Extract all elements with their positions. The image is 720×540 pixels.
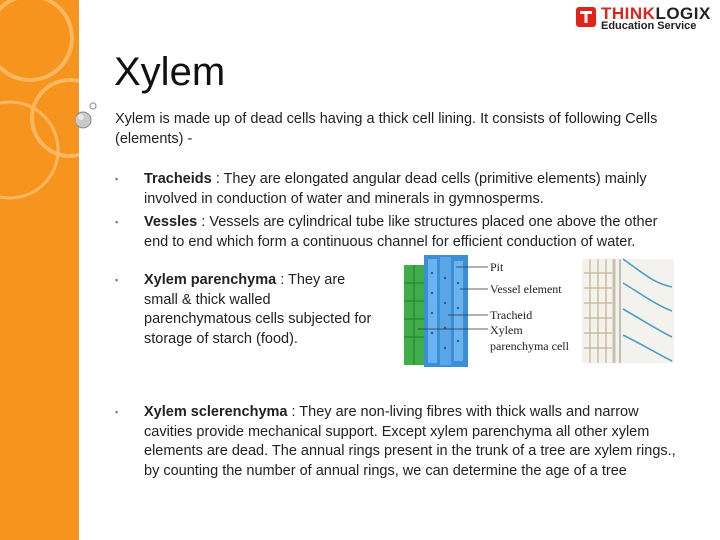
bullet-dot-icon: ▪ xyxy=(115,275,119,285)
logo-think: THINK xyxy=(601,4,656,23)
bullet-description: : They are small & thick walled parenchymatous cells subjected for storage of starch (food). xyxy=(144,272,372,347)
figure-label-vessel-element: Vessel element xyxy=(490,282,562,296)
figure-label-xylem: Xylem xyxy=(490,323,523,337)
bullet-term: Xylem parenchyma xyxy=(144,272,277,288)
logo-subtitle: Education Service xyxy=(601,20,697,32)
bullet-text xyxy=(144,271,379,349)
slide-title: Xylem xyxy=(114,50,226,94)
bullet-description: : Vessels are cylindrical tube like structures placed one above the other end to end which form a continuous channel for efficient conduction of water. xyxy=(144,214,658,250)
bullet-term: Xylem sclerenchyma xyxy=(144,404,288,420)
bullet-text xyxy=(144,170,674,209)
bullet-dot-icon: ▪ xyxy=(115,407,119,417)
bullet-term: Vessles xyxy=(144,214,198,230)
bullet-description: : They are elongated angular dead cells (primitive elements) mainly involved in conduction of water and minerals in gymnosperms. xyxy=(144,171,647,207)
figure-label-tracheid: Tracheid xyxy=(490,308,533,322)
bullet-term: Tracheids xyxy=(144,171,212,187)
bullet-xylem-sclerenchyma xyxy=(115,403,675,503)
figure-label-parenchyma-cell: parenchyma cell xyxy=(490,339,569,353)
bullet-text xyxy=(144,403,679,481)
sidebar-decoration xyxy=(0,0,79,540)
bullet-dot-icon: ▪ xyxy=(115,217,119,227)
logo-logix: LOGIX xyxy=(655,4,711,23)
figure-label-pit: Pit xyxy=(490,260,504,274)
bullet-tracheids xyxy=(115,170,675,210)
bullet-xylem-parenchyma xyxy=(115,271,375,351)
bullet-dot-icon: ▪ xyxy=(115,174,119,184)
bullet-description: : They are non-living fibres with thick walls and narrow cavities provide mechanical support. Except xylem parenchyma all other xylem elements are dead. The annual rings present in the trunk of a tree are xylem rings., by counting the number of annual rings, we can determine the age of a tree xyxy=(144,404,676,479)
thinklogix-logo-icon xyxy=(575,6,597,28)
intro-paragraph: Xylem is made up of dead cells having a thick cell lining. It consists of following Cells (elements) - xyxy=(115,111,658,147)
bullet-text xyxy=(144,213,679,252)
decorative-circles xyxy=(0,0,79,540)
xylem-illustration xyxy=(398,253,674,368)
connector-circles xyxy=(76,102,102,132)
thinklogix-logo xyxy=(575,4,717,34)
